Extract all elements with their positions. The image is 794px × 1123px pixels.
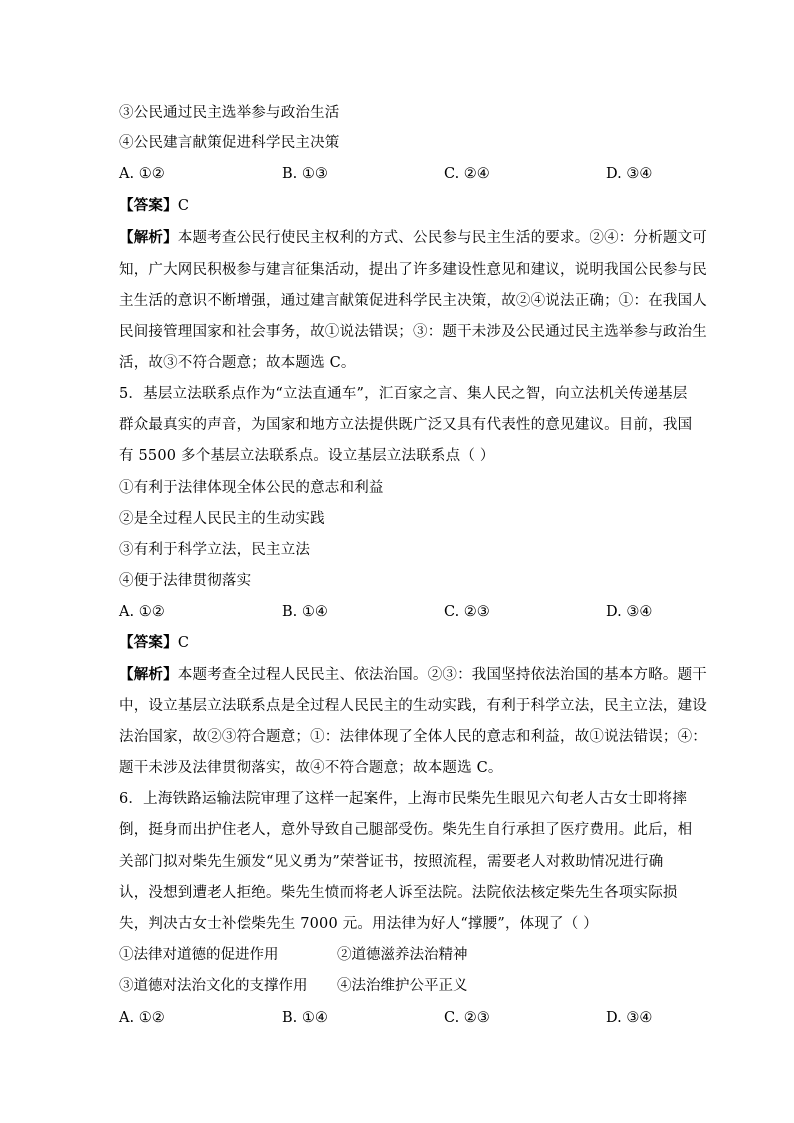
- question-stem-line: 认，没想到遭老人拒绝。柴先生愤而将老人诉至法院。法院依法核定柴先生各项实际损: [119, 885, 678, 901]
- q6-item-4: ④法治维护公平正义: [337, 978, 468, 994]
- q4-item-3: ③公民通过民主选举参与政治生活: [119, 105, 340, 121]
- answer-label: 【答案】: [119, 197, 178, 214]
- answer-value: C: [177, 635, 190, 651]
- q4-answer: [119, 196, 189, 216]
- question-stem-line: 倒，挺身而出护住老人，意外导致自己腿部受伤。柴先生自行承担了医疗费用。此后，相: [119, 822, 693, 838]
- answer-label: 【答案】: [119, 634, 178, 651]
- q6-option-b: B. ①④: [282, 1010, 328, 1026]
- q5-option-d: D. ③④: [606, 604, 653, 620]
- q6-option-c: C. ②③: [444, 1010, 490, 1026]
- q6-item-2: ②道德滋养法治精神: [337, 947, 468, 963]
- q4-item-4: ④公民建言献策促进科学民主决策: [119, 135, 340, 151]
- q6-item-1: ①法律对道德的促进作用: [119, 947, 279, 963]
- analysis-label: 【解析】: [119, 666, 178, 683]
- analysis-text: 本题考查公民行使民主权利的方式、公民参与民主生活的要求。②④：分析题文可: [177, 230, 708, 246]
- q5-option-c: C. ②③: [444, 604, 490, 620]
- analysis-line: 法治国家，故②③符合题意；①：法律体现了全体人民的意志和利益，故①说法错误；④：: [119, 729, 707, 745]
- analysis-line: [119, 228, 707, 248]
- question-stem-line: 失，判决古女士补偿柴先生 7000 元。用法律为好人“撑腰”，体现了（ ）: [119, 916, 598, 932]
- q5-option-a: A. ①②: [119, 604, 165, 620]
- answer-value: C: [177, 198, 190, 214]
- analysis-line: 民间接管理国家和社会事务，故①说法错误；③：题干未涉及公民通过民主选举参与政治生: [119, 324, 707, 340]
- analysis-line: 主生活的意识不断增强，通过建言献策促进科学民主决策，故②④说法正确；①：在我国人: [119, 293, 707, 309]
- analysis-text: 本题考查全过程人民民主、依法治国。②③：我国坚持依法治国的基本方略。题干: [177, 667, 708, 683]
- analysis-line: [119, 665, 707, 685]
- q5-item-4: ④便于法律贯彻落实: [119, 573, 252, 589]
- q4-option-d: D. ③④: [606, 166, 653, 182]
- q6-option-a: A. ①②: [119, 1010, 165, 1026]
- q5-item-2: ②是全过程人民民主的生动实践: [119, 511, 325, 527]
- q5-item-1: ①有利于法律体现全体公民的意志和利益: [119, 480, 384, 496]
- q5-answer: [119, 633, 189, 653]
- analysis-line: 活，故③不符合题意；故本题选 C。: [119, 355, 356, 371]
- q4-option-c: C. ②④: [444, 166, 490, 182]
- question-stem-line: 关部门拟对柴先生颁发“见义勇为”荣誉证书，按照流程，需要老人对救助情况进行确: [119, 854, 664, 870]
- analysis-label: 【解析】: [119, 229, 178, 246]
- analysis-line: 中，设立基层立法联系点是全过程人民民主的生动实践，有利于科学立法，民主立法，建设: [119, 698, 707, 714]
- q4-option-b: B. ①③: [282, 166, 328, 182]
- question-stem-line: 5．基层立法联系点作为“立法直通车”，汇百家之言、集人民之智，向立法机关传递基层: [119, 386, 688, 402]
- analysis-line: 题干未涉及法律贯彻落实，故④不符合题意；故本题选 C。: [119, 760, 503, 776]
- q6-option-d: D. ③④: [606, 1010, 653, 1026]
- question-stem-line: 6．上海铁路运输法院审理了这样一起案件，上海市民柴先生眼见六旬老人古女士即将摔: [119, 791, 688, 807]
- q5-option-b: B. ①④: [282, 604, 328, 620]
- q4-option-a: A. ①②: [119, 166, 165, 182]
- analysis-line: 知，广大网民积极参与建言征集活动，提出了许多建设性意见和建议，说明我国公民参与民: [119, 262, 707, 278]
- q5-item-3: ③有利于科学立法，民主立法: [119, 542, 311, 558]
- question-stem-line: 群众最真实的声音，为国家和地方立法提供既广泛又具有代表性的意见建议。目前，我国: [119, 417, 693, 433]
- q6-item-3: ③道德对法治文化的支撑作用: [119, 978, 308, 994]
- question-stem-line: 有 5500 多个基层立法联系点。设立基层立法联系点（ ）: [119, 448, 495, 464]
